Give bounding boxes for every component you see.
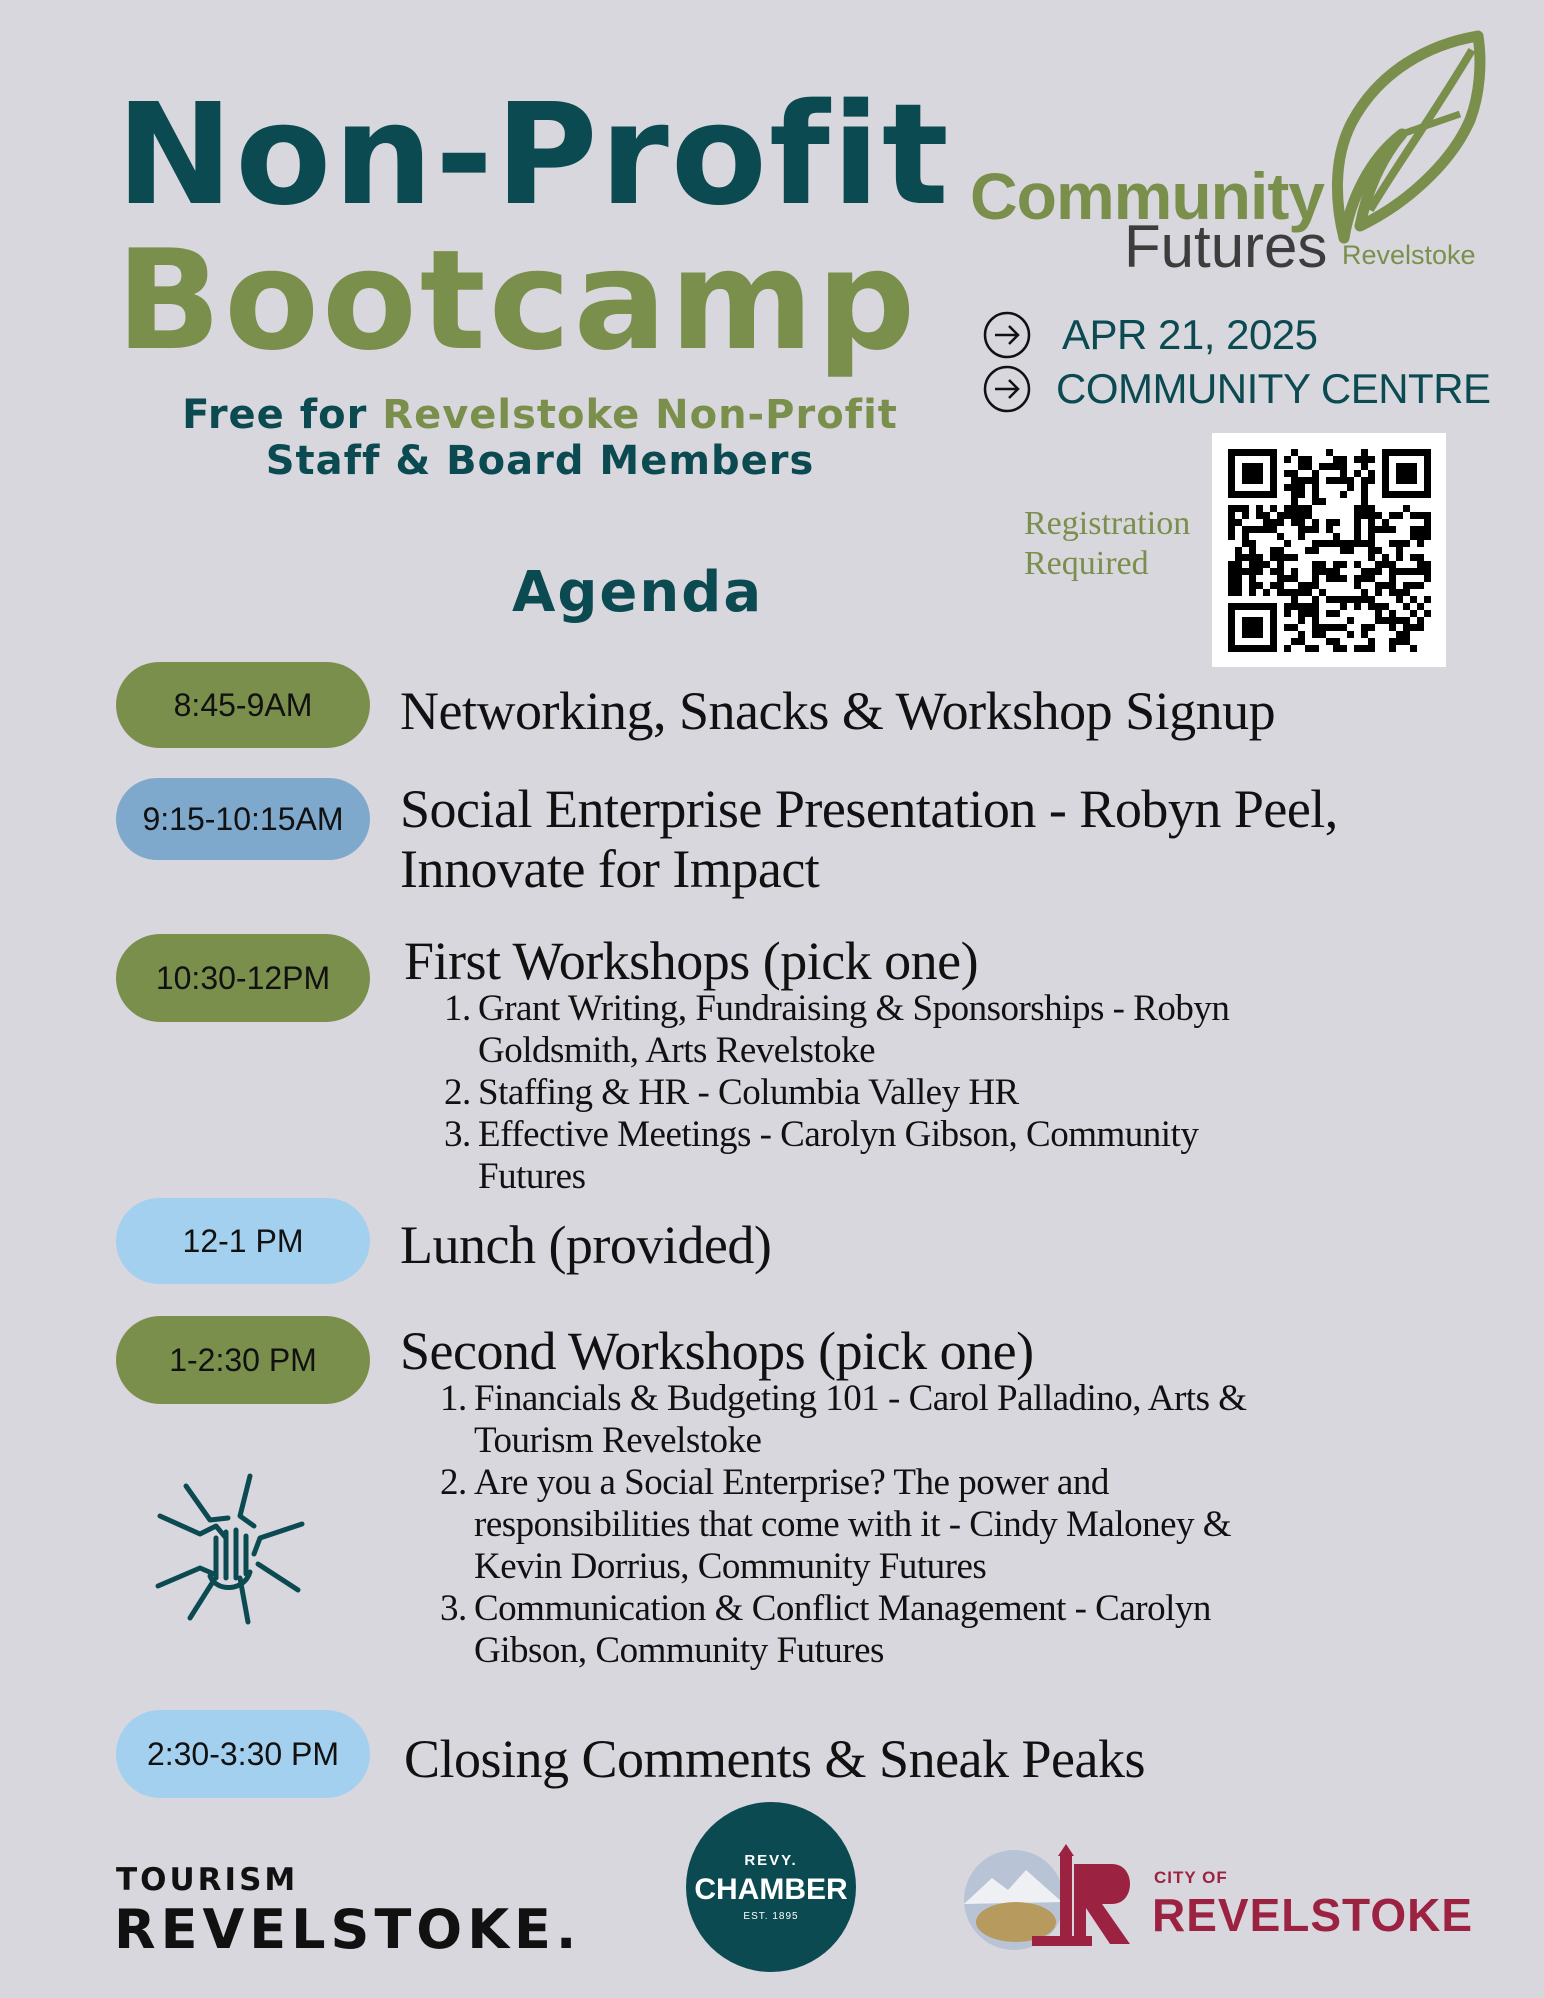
list-item: 1. Financials & Budgeting 101 - Carol Palladino, Arts & Tourism Revelstoke <box>440 1378 1247 1461</box>
list-item: 3. Communication & Conflict Management - Carolyn Gibson, Community Futures <box>440 1588 1211 1671</box>
city-logo-line-2: REVELSTOKE <box>1152 1889 1473 1941</box>
session-title: Second Workshops (pick one) <box>400 1321 1034 1381</box>
list-item: 2. Are you a Social Enterprise? The power and responsibilities that come with it - Cindy Maloney & Kevin Dorrius, Community Futures <box>440 1462 1232 1587</box>
tourism-logo-line-2: REVELSTOKE. <box>114 1898 582 1961</box>
logo-revelstoke: Revelstoke <box>1342 240 1476 270</box>
time-pill: 12-1 PM <box>116 1198 370 1284</box>
arrow-circle-icon <box>982 364 1032 414</box>
event-date-row <box>982 310 1318 360</box>
leaf-icon <box>1310 30 1490 250</box>
event-date: APR 21, 2025 <box>1062 311 1318 358</box>
chamber-line-3: EST. 1895 <box>743 1911 799 1922</box>
qr-code-icon <box>1212 433 1446 667</box>
logo-community: Community <box>970 159 1324 233</box>
chamber-logo <box>686 1802 856 1972</box>
arrow-circle-icon <box>982 310 1032 360</box>
time-pill: 9:15-10:15AM <box>116 778 370 860</box>
title-line-2: Bootcamp <box>116 220 919 381</box>
chamber-line-1: REVY. <box>744 1852 798 1869</box>
session-title: Closing Comments & Sneak Peaks <box>404 1729 1145 1789</box>
session-title: Networking, Snacks & Workshop Signup <box>400 681 1276 741</box>
logo-futures: Futures <box>1124 213 1328 280</box>
session-title-line-1: Social Enterprise Presentation - Robyn Peel, <box>400 779 1338 839</box>
time-pill: 8:45-9AM <box>116 662 370 748</box>
workshop-list <box>444 988 1229 1198</box>
event-location-row <box>982 364 1491 414</box>
session-title-line-2: Innovate for Impact <box>400 839 820 899</box>
list-item: 2. Staffing & HR - Columbia Valley HR <box>444 1072 1019 1113</box>
tourism-logo-line-1: TOURISM <box>116 1862 299 1898</box>
session-title: Lunch (provided) <box>400 1215 772 1275</box>
hands-together-icon <box>150 1468 310 1628</box>
city-logo-line-1: CITY OF <box>1154 1868 1228 1887</box>
time-pill: 10:30-12PM <box>116 934 370 1022</box>
time-pill: 1-2:30 PM <box>116 1316 370 1404</box>
subtitle-line-2: Staff & Board Members <box>265 438 815 484</box>
chamber-line-2: CHAMBER <box>694 1873 848 1906</box>
registration-line-1: Registration <box>1024 505 1191 542</box>
registration-qr-code[interactable] <box>1212 433 1446 667</box>
subtitle <box>60 392 1020 484</box>
title-line-1: Non-Profit <box>116 74 951 237</box>
registration-note <box>1024 504 1190 584</box>
event-location: COMMUNITY CENTRE <box>1056 365 1491 412</box>
list-item: 3. Effective Meetings - Carolyn Gibson, Community Futures <box>444 1114 1199 1197</box>
time-pill: 2:30-3:30 PM <box>116 1710 370 1798</box>
subtitle-part-1: Free for <box>182 392 383 438</box>
city-crest-icon <box>962 1844 1142 1954</box>
workshop-list <box>440 1378 1247 1672</box>
registration-line-2: Required <box>1024 545 1149 582</box>
list-item: 1. Grant Writing, Fundraising & Sponsorships - Robyn Goldsmith, Arts Revelstoke <box>444 988 1230 1071</box>
session-title: First Workshops (pick one) <box>404 931 979 991</box>
subtitle-part-2: Revelstoke Non-Profit <box>382 392 898 438</box>
agenda-heading: Agenda <box>512 560 764 625</box>
